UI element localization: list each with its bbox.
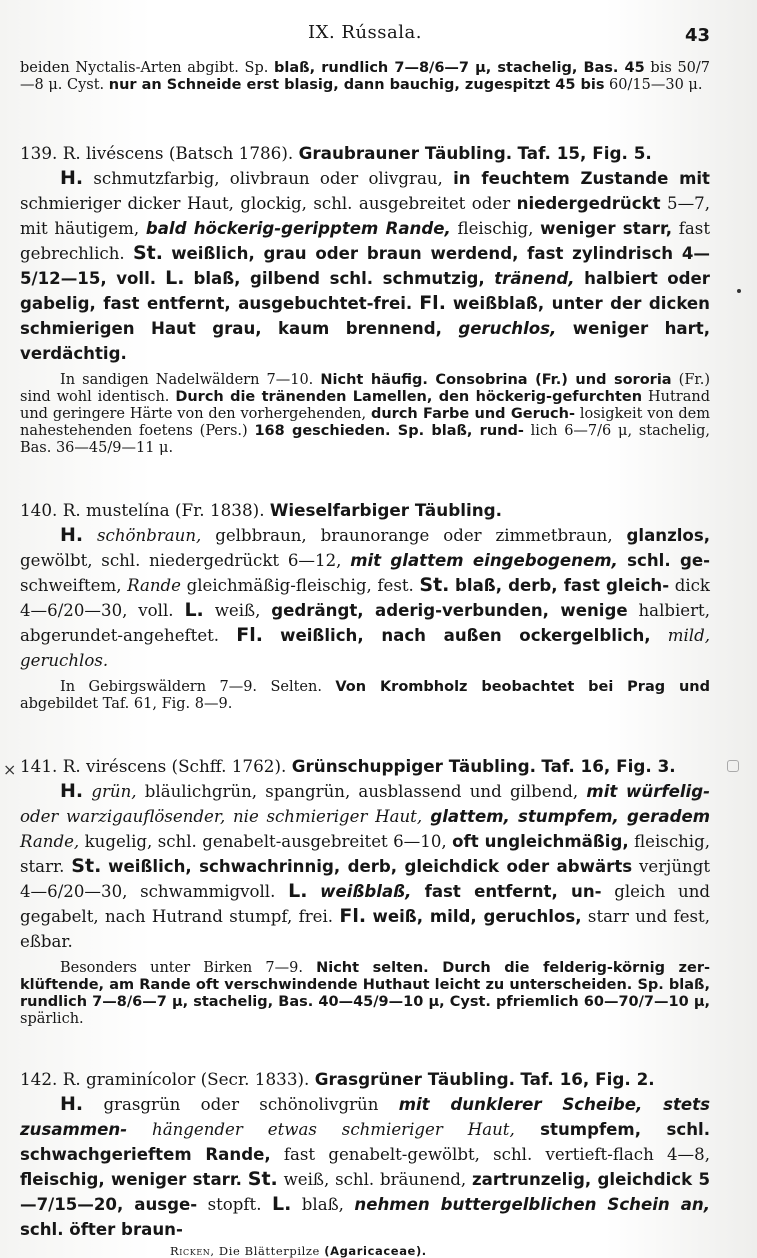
text-span: lich 6—7/6 μ, stachelig, Bas. 36—45/9—11 μ. xyxy=(20,423,711,456)
text-span: mit dunklerer Scheibe, stets zusammen- xyxy=(20,1095,710,1139)
text-span: Hutrand und geringere Härte von den vorhergehenden, xyxy=(20,389,710,422)
lamellen-label: L. xyxy=(184,599,204,621)
text-span: gelbbraun, braunorange oder zimmetbraun, xyxy=(201,526,627,545)
text-span: schmutzfarbig, olivbraun oder olivgrau, xyxy=(93,169,454,188)
intro-text-c: 60/15—30 μ. xyxy=(604,77,703,93)
species-latin-name: R. graminícolor (Secr. 1833). xyxy=(62,1069,310,1089)
stiel-label: St. xyxy=(132,242,163,264)
text-span: mit glattem eingebogenem, xyxy=(350,551,618,570)
intro-bold-b: nur an Schneide erst blasig, dann bauchig, zugespitzt 45 bis xyxy=(108,77,605,93)
text-span: (Fr.) sind wohl identisch. xyxy=(20,372,710,405)
margin-dot-mark xyxy=(737,289,741,293)
text-span: schl. ge- xyxy=(617,551,710,570)
intro-text-a: beiden Nyctalis-Arten abgibt. Sp. xyxy=(20,60,275,76)
text-span: blaß, xyxy=(301,1195,355,1214)
entry-number: 140. xyxy=(20,500,58,520)
species-common-name: Grasgrüner Täubling. xyxy=(314,1069,516,1089)
entry-140-note xyxy=(20,679,710,713)
stiel-label: St. xyxy=(419,574,450,596)
margin-box-mark xyxy=(727,760,739,772)
text-span: blaß, gilbend schl. schmutzig, xyxy=(193,269,495,288)
hut-label: H. xyxy=(60,1093,84,1115)
species-common-name: Wieselfarbiger Täubling. xyxy=(269,500,503,520)
text-span: schweiftem, xyxy=(20,576,128,595)
entry-140 xyxy=(20,497,710,713)
entry-number: 139. xyxy=(20,143,58,163)
text-span: mit würfelig- xyxy=(586,782,710,801)
text-span: fast genabelt-gewölbt, schl. vertieft-flach 4—8, xyxy=(270,1145,710,1164)
text-span: oder warzigauflösender, nie schmieriger Haut, xyxy=(20,807,423,826)
text-span: weiß, xyxy=(214,601,272,620)
entry-number: 141. xyxy=(20,756,58,776)
text-span: halbiert, abgerundet-angeheftet. xyxy=(20,601,710,645)
text-span: tränend, xyxy=(494,269,575,288)
margin-cross-mark: × xyxy=(3,760,17,779)
entry-139-description xyxy=(20,166,710,366)
intro-paragraph xyxy=(20,60,710,94)
footer-author: Ricken, xyxy=(170,1244,215,1258)
text-span: Durch die tränenden Lamellen, den höckerig-gefurchten xyxy=(175,389,643,405)
lamellen-label: L. xyxy=(288,880,308,902)
intro-text-b: bis 50/7—8 μ. Cyst. xyxy=(20,60,711,93)
text-span: weißlich, nach außen ockergelblich, xyxy=(280,626,651,645)
stiel-label: St. xyxy=(247,1168,278,1190)
plate-reference: Taf. 16, Fig. 2. xyxy=(520,1069,655,1089)
text-span: fleischig, starr. xyxy=(20,832,711,876)
text-span: nehmen buttergelblichen Schein an, xyxy=(354,1195,711,1214)
entry-141-note xyxy=(20,960,710,1028)
intro-bold-a: blaß, rundlich 7—8/6—7 μ, stachelig, Bas. 45 xyxy=(274,60,645,76)
hut-label: H. xyxy=(60,167,84,189)
text-span: halbiert oder gabelig, fast entfernt, ausgebuchtet-frei. xyxy=(20,269,710,313)
text-span: kugelig, schl. genabelt-ausgebreitet 6—10, xyxy=(79,832,453,851)
text-span: Rande, xyxy=(20,832,80,851)
text-span: losigkeit von dem nahestehenden foetens (Pers.) xyxy=(20,406,710,439)
stiel-label: St. xyxy=(71,855,102,877)
hut-label: H. xyxy=(60,524,84,546)
text-span: spärlich. xyxy=(20,1011,84,1027)
text-span: fast entfernt, un- xyxy=(411,882,602,901)
entry-142 xyxy=(20,1066,710,1242)
fleisch-label: Fl. xyxy=(236,624,263,646)
text-span: schönbraun, xyxy=(97,526,202,545)
entry-142-heading xyxy=(20,1066,710,1092)
footer-subtitle: (Agaricaceae). xyxy=(324,1244,427,1258)
text-span: schl. öfter braun- xyxy=(20,1220,183,1239)
lamellen-label: L. xyxy=(271,1193,292,1215)
entry-139-heading xyxy=(20,140,710,166)
text-span: weiß, mild, geruchlos, xyxy=(372,907,582,926)
entry-139 xyxy=(20,140,710,457)
page-footer xyxy=(170,1244,710,1258)
text-span: in feuchtem Zustande mit xyxy=(453,169,710,188)
text-span: glattem, stumpfem, geradem xyxy=(422,807,710,826)
text-span: zartrunzelig, gleichdick 5—7/15—20, ausge- xyxy=(20,1170,710,1214)
text-span: Von Krombholz beobachtet bei Prag und xyxy=(335,679,711,695)
entry-140-heading xyxy=(20,497,710,523)
entry-number: 142. xyxy=(20,1069,58,1089)
fleisch-label: Fl. xyxy=(419,292,446,314)
entry-142-description xyxy=(20,1092,710,1242)
text-span: weißblaß, xyxy=(320,882,412,901)
text-span: Rande xyxy=(127,576,181,595)
text-span: bläulichgrün, spangrün, ausblassend und gilbend, xyxy=(136,782,587,801)
entry-141-description xyxy=(20,779,710,954)
entry-141 xyxy=(20,753,710,1028)
text-span: In Gebirgswäldern 7—9. Selten. xyxy=(60,679,336,695)
text-span: rundlich 7—8/6—7 μ, stachelig, Bas. 40—45/9—10 μ, Cyst. pfriemlich 60—70/7—10 μ, xyxy=(20,994,710,1010)
species-common-name: Graubrauner Täubling. xyxy=(298,143,513,163)
page-number: 43 xyxy=(684,25,710,46)
text-span: stopft. xyxy=(197,1195,262,1214)
text-span: weniger starr, xyxy=(540,219,673,238)
text-span: weißblaß, unter der dicken schmierigen Haut grau, kaum brennend, xyxy=(20,294,710,338)
text-span: 5—7, mit häutigem, xyxy=(20,194,710,238)
chapter-title: IX. Rússala. xyxy=(308,22,422,43)
plate-reference: Taf. 15, Fig. 5. xyxy=(517,143,652,163)
text-span: klüftende, am Rande oft verschwindende Huthaut leicht zu unterscheiden. Sp. blaß, xyxy=(20,977,710,993)
text-span: glanzlos, xyxy=(626,526,711,545)
text-span: dick 4—6/20—30, voll. xyxy=(20,576,710,620)
text-span: fast gebrechlich. xyxy=(20,219,710,263)
text-span: fleischig, weniger starr. xyxy=(20,1170,242,1189)
text-span: gleich und gegabelt, nach Hutrand stumpf, frei. xyxy=(20,882,710,926)
species-latin-name: R. livéscens (Batsch 1786). xyxy=(62,143,294,163)
text-span: schmieriger dicker Haut, glockig, schl. ausgebreitet oder xyxy=(20,194,517,213)
species-latin-name: R. mustelína (Fr. 1838). xyxy=(62,500,265,520)
lamellen-label: L. xyxy=(165,267,185,289)
text-span: gewölbt, schl. niedergedrückt 6—12, xyxy=(20,551,351,570)
entry-140-description xyxy=(20,523,710,673)
text-span: mild, geruchlos. xyxy=(20,626,710,670)
text-span: weißlich, grau oder braun werdend, fast zylindrisch 4—5/12—15, voll. xyxy=(20,244,711,288)
text-span: starr und fest, eßbar. xyxy=(20,907,710,951)
footer-book-title: Die Blätterpilze xyxy=(218,1244,320,1258)
text-span: fleischig, xyxy=(450,219,541,238)
text-span: geruchlos, xyxy=(458,319,557,338)
text-span: Nicht häufig. Consobrina (Fr.) und sororia xyxy=(320,372,672,388)
text-span: 168 geschieden. Sp. blaß, rund- xyxy=(254,423,524,439)
text-span: weiß, schl. bräunend, xyxy=(283,1170,472,1189)
text-span: bald höckerig-geripptem Rande, xyxy=(145,219,451,238)
page-header xyxy=(20,22,710,48)
book-page xyxy=(20,22,710,1258)
entry-141-heading xyxy=(20,753,710,779)
text-span: In sandigen Nadelwäldern 7—10. xyxy=(60,372,321,388)
text-span: stumpfem, schl. schwachgerieftem Rande, xyxy=(20,1120,710,1164)
species-common-name: Grünschuppiger Täubling. xyxy=(291,756,536,776)
plate-reference: Taf. 16, Fig. 3. xyxy=(541,756,676,776)
text-span: gedrängt, aderig-verbunden, wenige xyxy=(271,601,628,620)
text-span: Nicht selten. Durch die felderig-körnig zer- xyxy=(316,960,710,976)
text-span: blaß, derb, fast gleich- xyxy=(455,576,670,595)
text-span: abgebildet Taf. 61, Fig. 8—9. xyxy=(20,696,233,712)
entry-139-note xyxy=(20,372,710,457)
text-span: Besonders unter Birken 7—9. xyxy=(60,960,317,976)
text-span: durch Farbe und Geruch- xyxy=(370,406,575,422)
fleisch-label: Fl. xyxy=(339,905,367,927)
text-span: niedergedrückt xyxy=(516,194,661,213)
text-span: verjüngt 4—6/20—30, schwammigvoll. xyxy=(20,857,710,901)
text-span: grün, xyxy=(91,782,137,801)
hut-label: H. xyxy=(60,780,84,802)
text-span: gleichmäßig-fleischig, fest. xyxy=(180,576,414,595)
text-span: weniger hart, verdächtig. xyxy=(20,319,711,363)
text-span: oft ungleichmäßig, xyxy=(452,832,629,851)
text-span: weißlich, schwachrinnig, derb, gleichdick oder abwärts xyxy=(108,857,633,876)
text-span: hängender etwas schmieriger Haut, xyxy=(127,1120,515,1139)
text-span: grasgrün oder schönolivgrün xyxy=(103,1095,399,1114)
species-latin-name: R. viréscens (Schff. 1762). xyxy=(62,756,287,776)
